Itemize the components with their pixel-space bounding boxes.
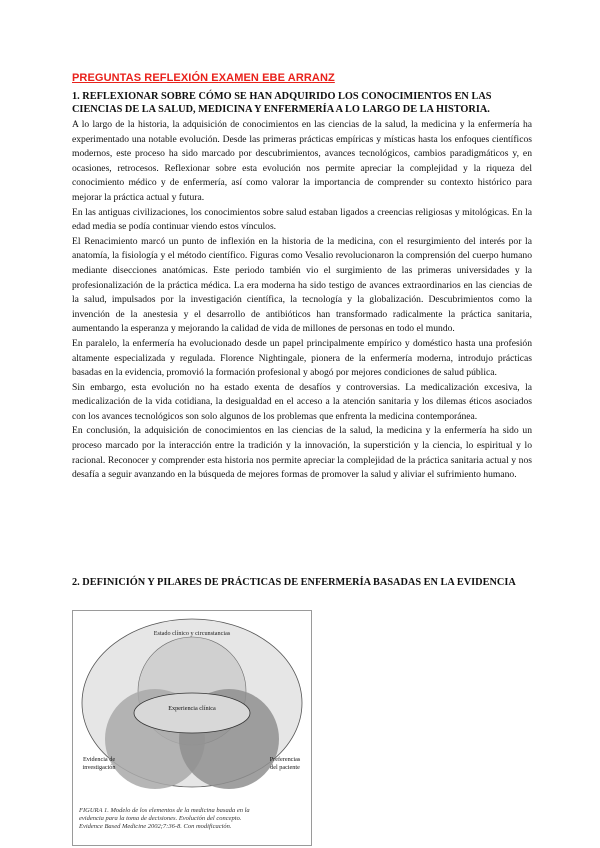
label-patient-preferences-2: del paciente	[270, 764, 300, 771]
section1-paragraph-2: En las antiguas civilizaciones, los conocimientos sobre salud estaban ligados a creencias religiosas y mitológicas. En la edad media se podía continuar viendo estos vínculos.	[72, 206, 532, 233]
section1-heading: 1. REFLEXIONAR SOBRE CÓMO SE HAN ADQUIRIDO LOS CONOCIMIENTOS EN LAS CIENCIAS DE LA SALUD, MEDICINA Y ENFERMERÍA A LO LARGO DE LA HISTORIA.	[72, 91, 492, 115]
section1-paragraph-1: A lo largo de la historia, la adquisición de conocimientos en las ciencias de la salud, la medicina y la enfermería ha experimentado una notable evolución. Desde las primeras prácticas empíricas y místicas hasta los enfoques científicos modernos, este proceso ha sido marcado por descubrimientos, avances tecnológicos, cambios paradigmáticos y, en ocasiones, retrocesos. Reflexionar sobre esta evolución nos permite apreciar la complejidad y la riqueza del conocimiento médico y de enfermería, así como valorar la importancia de comprender su contexto histórico para mejorar la práctica actual y futura.	[72, 119, 532, 203]
section2	[72, 576, 532, 591]
venn-diagram	[73, 611, 311, 807]
ebe-model-figure	[72, 610, 312, 846]
document-title: PREGUNTAS REFLEXIÓN EXAMEN EBE ARRANZ	[72, 72, 335, 84]
label-clinical-state: Estado clínico y circunstancias	[153, 630, 231, 637]
caption-line-2: evidencia para la toma de decisiones. Evolución del concepto.	[79, 814, 242, 822]
label-research-evidence-1: Evidencia de	[82, 756, 116, 763]
label-research-evidence-2: investigación	[82, 764, 116, 771]
section1-paragraph-6: En conclusión, la adquisición de conocimientos en las ciencias de la salud, la medicina y la enfermería ha sido un proceso marcado por la interacción entre la tradición y la innovación, la superstición y la ciencia, lo espiritual y lo racional. Reconocer y comprender esta historia nos permite apreciar la complejidad de la práctica sanitaria actual y nos desafía a seguir avanzando en la búsqueda de mejores formas de promover la salud y aliviar el sufrimiento humano.	[72, 425, 532, 481]
section1-paragraph-4: En paralelo, la enfermería ha evolucionado desde un papel principalmente empírico y doméstico hasta una profesión altamente especializada y regulada. Florence Nightingale, pionera de la enfermería moderna, introdujo prácticas basadas en la evidencia, promovió la formación profesional y abogó por mejores condiciones de salud pública.	[72, 337, 532, 379]
figure-caption	[73, 807, 311, 830]
label-patient-preferences-1: Preferencias	[269, 756, 301, 763]
caption-line-3: Evidence Based Medicine 2002;7:36-8. Con modificación.	[79, 822, 232, 830]
section2-heading: 2. DEFINICIÓN Y PILARES DE PRÁCTICAS DE ENFERMERÍA BASADAS EN LA EVIDENCIA	[72, 577, 516, 588]
section1-paragraph-3: El Renacimiento marcó un punto de inflexión en la historia de la medicina, con el resurgimiento del interés por la anatomía, la fisiología y el método científico. Figuras como Vesalio revolucionaron la comprensión del cuerpo humano mediante disecciones anatómicas. Este periodo también vio el surgimiento de las primeras universidades y la profesionalización de la práctica médica. La era moderna ha sido testigo de avances extraordinarios en las ciencias de la salud, impulsados por la investigación científica, la tecnología y la globalización. Descubrimientos como la invención de la anestesia y el desarrollo de antibióticos han transformado radicalmente la práctica sanitaria, aumentando la esperanza y mejorando la calidad de vida de millones de personas en todo el mundo.	[72, 235, 532, 335]
caption-line-1: FIGURA 1. Modelo de los elementos de la medicina basada en la	[79, 807, 250, 814]
document-page	[72, 72, 532, 830]
section1-paragraph-5: Sin embargo, esta evolución no ha estado exenta de desafíos y controversias. La medicalización excesiva, la medicalización de la vida cotidiana, la desigualdad en el acceso a la atención sanitaria y los dilemas éticos asociados con los avances tecnológicos son solo algunos de los problemas que enfrenta la medicina contemporánea.	[72, 381, 532, 422]
clinical-experience-ellipse	[134, 693, 250, 733]
label-clinical-experience: Experiencia clínica	[168, 705, 216, 712]
